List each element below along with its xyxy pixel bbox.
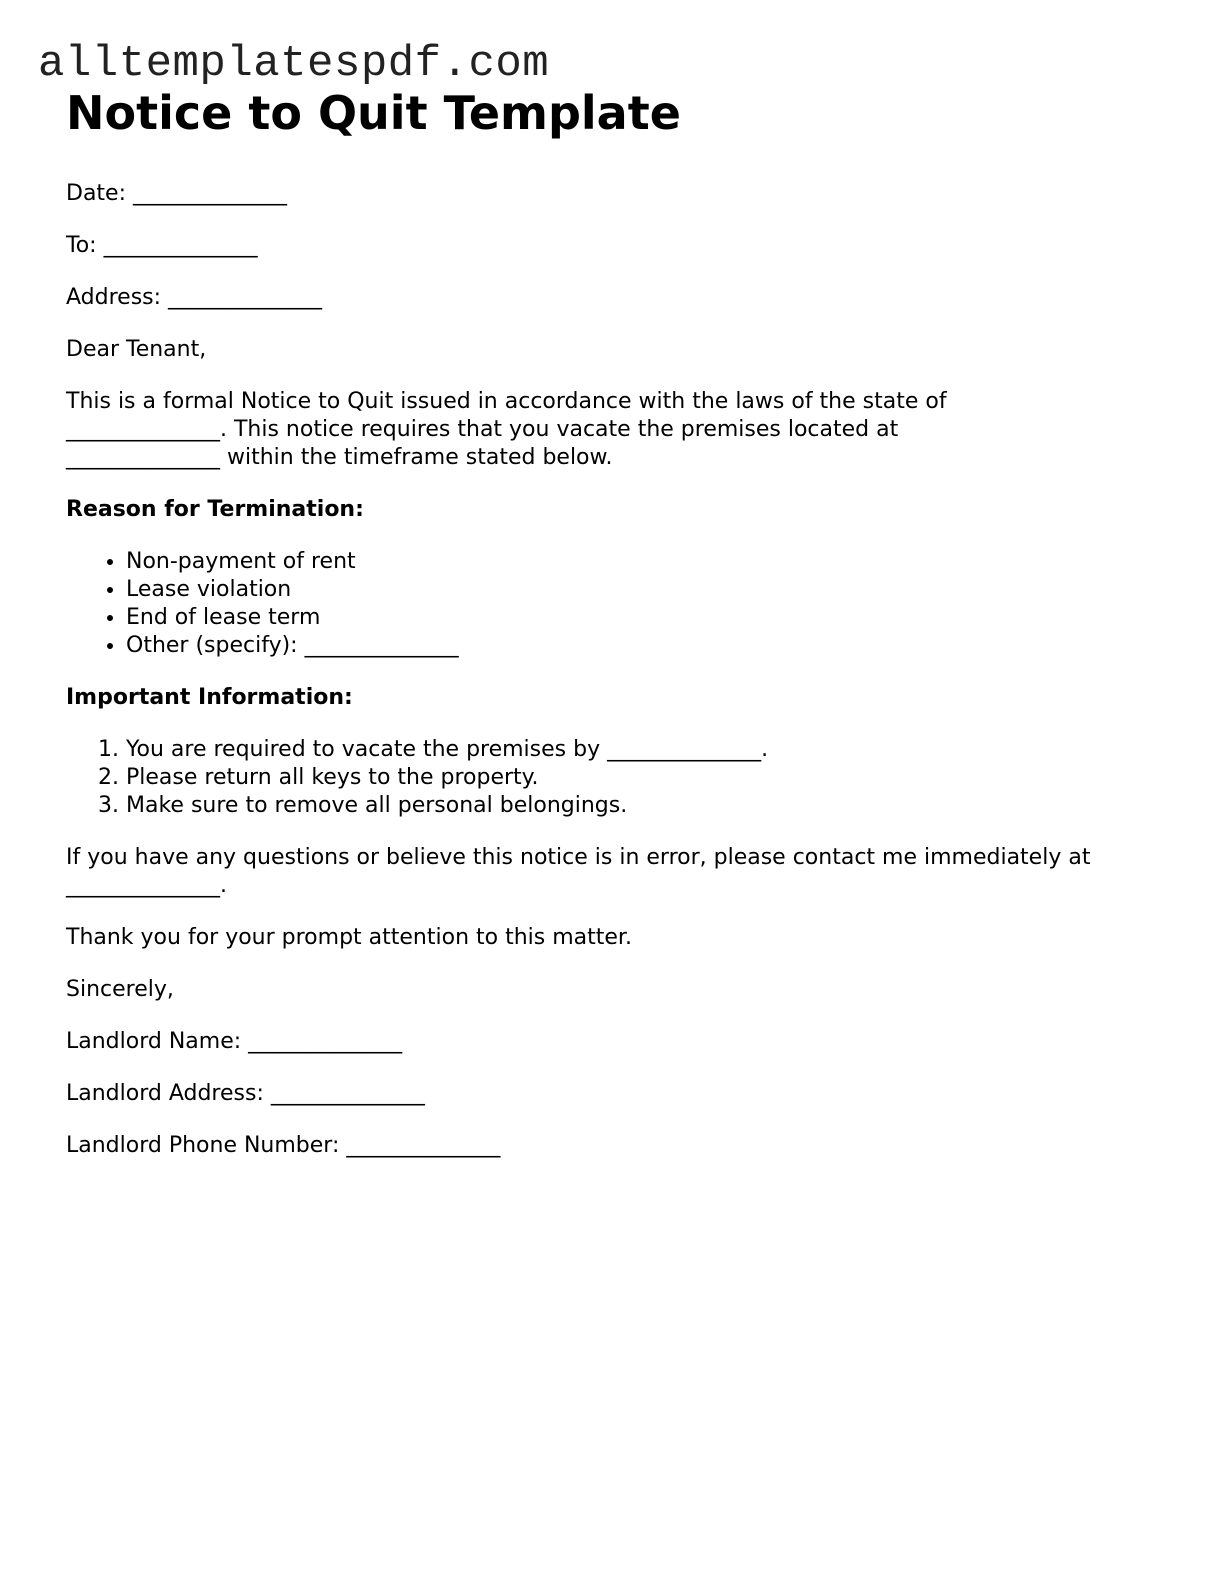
contact-period: . [220, 873, 227, 898]
contact-paragraph [66, 844, 1146, 900]
landlord-phone-line [66, 1132, 1146, 1160]
contact-text: If you have any questions or believe this notice is in error, please contact me immediately at [66, 845, 1091, 870]
document [66, 84, 1146, 1160]
salutation: Dear Tenant, [66, 337, 207, 362]
landlord-name-line [66, 1028, 1146, 1056]
to-blank: ______________ [103, 233, 258, 258]
vacate-date-blank: ______________ [607, 737, 762, 762]
thanks-line: Thank you for your prompt attention to this matter. [66, 925, 632, 950]
state-blank: ______________ [66, 417, 220, 442]
landlord-phone-blank: ______________ [346, 1133, 501, 1158]
to-label: To: [66, 233, 97, 258]
landlord-address-blank: ______________ [270, 1081, 425, 1106]
landlord-address-label: Landlord Address: [66, 1081, 264, 1106]
vacate-text: You are required to vacate the premises by [126, 737, 601, 762]
list-item [126, 736, 1146, 764]
intro-text-1: This is a formal Notice to Quit issued in accordance with the laws of the state of [66, 389, 947, 414]
intro-text-2: . This notice requires that you vacate the premises located at [220, 417, 899, 442]
list-item: • Non-payment of rent [126, 548, 1146, 576]
date-blank: ______________ [133, 181, 287, 206]
landlord-address-line [66, 1080, 1146, 1108]
reasons-heading: Reason for Termination: [66, 497, 364, 522]
intro-text-3: within the timeframe stated below. [227, 445, 613, 470]
list-item: 3. Make sure to remove all personal belongings. [126, 792, 1146, 820]
document-title: Notice to Quit Template [66, 86, 681, 140]
list-item [126, 632, 1146, 660]
date-label: Date: [66, 181, 126, 206]
address-blank: ______________ [168, 285, 323, 310]
premises-blank: ______________ [66, 445, 220, 470]
list-item: • End of lease term [126, 604, 1146, 632]
contact-blank: ______________ [66, 873, 220, 898]
address-label: Address: [66, 285, 162, 310]
reasons-list [66, 548, 1146, 660]
important-list [66, 736, 1146, 820]
address-line [66, 284, 1146, 312]
to-line [66, 232, 1146, 260]
important-heading: Important Information: [66, 685, 353, 710]
list-item: • Lease violation [126, 576, 1146, 604]
date-line [66, 180, 1146, 208]
landlord-name-label: Landlord Name: [66, 1029, 242, 1054]
intro-paragraph [66, 388, 1146, 472]
closing-line: Sincerely, [66, 977, 174, 1002]
landlord-name-blank: ______________ [248, 1029, 403, 1054]
other-blank: ______________ [304, 633, 459, 658]
other-label: Other (specify): [126, 633, 298, 658]
landlord-phone-label: Landlord Phone Number: [66, 1133, 340, 1158]
list-item: 2. Please return all keys to the property. [126, 764, 1146, 792]
watermark: alltemplatespdf.com [38, 39, 550, 89]
vacate-period: . [761, 737, 769, 762]
